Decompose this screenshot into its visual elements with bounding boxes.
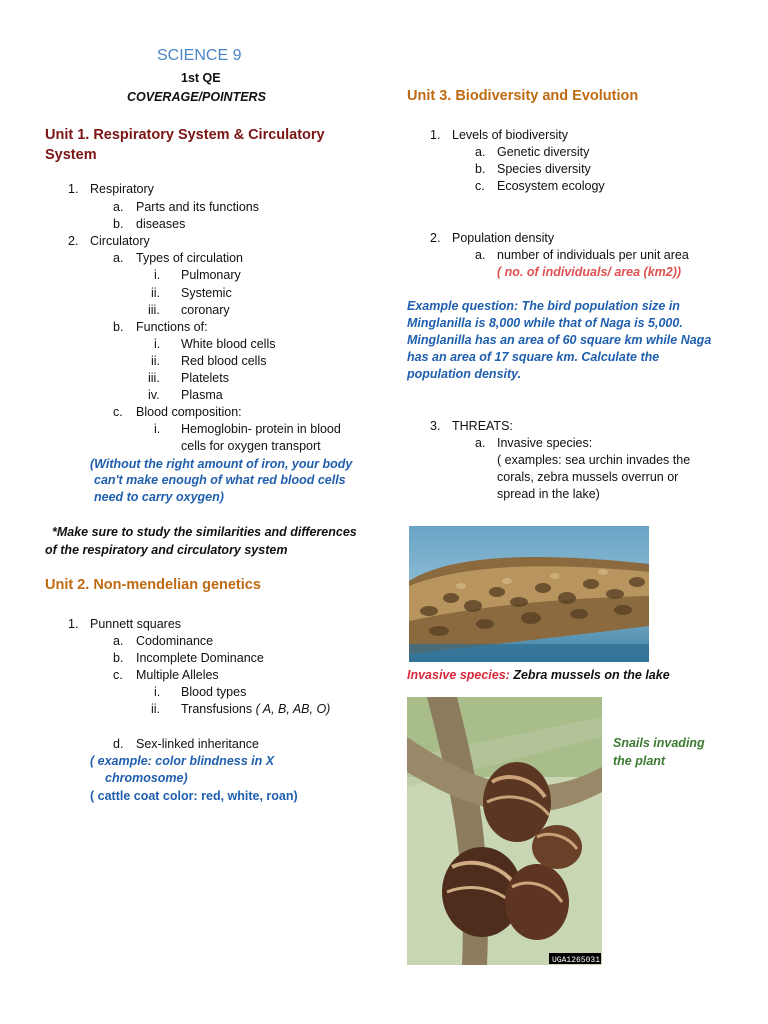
list-item-diseases: diseases [136, 217, 186, 231]
list-item-circulatory: Circulatory [90, 234, 150, 248]
document-title: SCIENCE 9 [157, 47, 242, 64]
list-item-sexlinked: Sex-linked inheritance [136, 737, 259, 751]
list-roman: iii. [148, 303, 160, 317]
list-item-individuals: number of individuals per unit area [497, 248, 689, 262]
list-letter: b. [475, 162, 486, 176]
list-letter: c. [475, 179, 485, 193]
list-item-popdensity: Population density [452, 231, 555, 245]
list-letter: b. [113, 320, 124, 334]
list-item-transfusions [181, 701, 330, 718]
list-item-pulmonary: Pulmonary [181, 268, 241, 282]
unit3-heading: Unit 3. Biodiversity and Evolution [407, 88, 639, 104]
caption-label: Invasive species: [407, 668, 510, 682]
example-question-line2: Minglanilla is 8,000 while that of Naga is 5,000. [407, 316, 683, 330]
list-item-wbc: White blood cells [181, 337, 276, 351]
list-item-species: Species diversity [497, 162, 591, 176]
coverage-label: COVERAGE/POINTERS [127, 90, 266, 104]
list-letter: a. [113, 200, 124, 214]
zebra-mussels-image [409, 526, 649, 662]
list-item-platelets: Platelets [181, 371, 229, 385]
list-letter: c. [113, 405, 123, 419]
list-item-types: Types of circulation [136, 251, 243, 265]
invasive-example-line3: spread in the lake) [497, 487, 600, 501]
list-item-codominance: Codominance [136, 634, 214, 648]
list-item-multiple: Multiple Alleles [136, 668, 219, 682]
list-roman: i. [154, 337, 161, 351]
density-formula: ( no. of individuals/ area (km2)) [497, 265, 682, 279]
list-letter: a. [475, 248, 486, 262]
example-question-line1: Example question: The bird population size in [407, 299, 680, 313]
list-item-hemoglobin-cont: cells for oxygen transport [181, 439, 321, 453]
list-letter: b. [113, 217, 124, 231]
list-roman: i. [154, 422, 161, 436]
example-question-line4: has an area of 17 square km. Calculate the [407, 350, 660, 364]
iron-note-line1: (Without the right amount of iron, your body [90, 457, 353, 471]
list-letter: c. [113, 668, 123, 682]
list-roman: ii. [151, 702, 161, 716]
transfusions-types: ( A, B, AB, O) [252, 702, 331, 716]
list-number: 1. [68, 182, 79, 196]
unit1-heading [45, 125, 325, 165]
transfusions-label: Transfusions [181, 702, 253, 716]
list-roman: iv. [148, 388, 160, 402]
list-item-genetic: Genetic diversity [497, 145, 590, 159]
list-number: 1. [430, 128, 441, 142]
list-item-ecosystem: Ecosystem ecology [497, 179, 605, 193]
snails-caption-line1: Snails invading [613, 736, 705, 750]
list-item-respiratory: Respiratory [90, 182, 154, 196]
list-item-composition: Blood composition: [136, 405, 242, 419]
snails-photo [407, 697, 602, 965]
sexlinked-example-line1: ( example: color blindness in X [90, 754, 275, 768]
list-number: 2. [430, 231, 441, 245]
list-number: 2. [68, 234, 79, 248]
list-item-parts: Parts and its functions [136, 200, 259, 214]
list-number: 3. [430, 419, 441, 433]
zebra-mussels-photo [409, 526, 649, 662]
iron-note-line2: can't make enough of what red blood cells [94, 473, 346, 487]
list-number: 1. [68, 617, 79, 631]
list-item-threats: THREATS: [452, 419, 513, 433]
example-question-line5: population density. [407, 367, 522, 381]
sexlinked-example-line2: chromosome) [105, 771, 188, 785]
list-roman: ii. [151, 354, 161, 368]
list-item-functions: Functions of: [136, 320, 208, 334]
snails-image [407, 697, 602, 965]
list-letter: a. [113, 251, 124, 265]
study-note-line1: *Make sure to study the similarities and differences [52, 525, 357, 539]
iron-note-line3: need to carry oxygen) [94, 490, 224, 504]
example-question-line3: Minglanilla has an area of 60 square km while Naga [407, 333, 712, 347]
list-item-plasma: Plasma [181, 388, 223, 402]
list-roman: iii. [148, 371, 160, 385]
list-roman: i. [154, 268, 161, 282]
list-item-punnett: Punnett squares [90, 617, 182, 631]
list-item-rbc: Red blood cells [181, 354, 267, 368]
list-item-hemoglobin: Hemoglobin- protein in blood [181, 422, 341, 436]
list-roman: ii. [151, 286, 161, 300]
cattle-example: ( cattle coat color: red, white, roan) [90, 789, 298, 803]
unit1-heading-line2: System [45, 147, 97, 163]
list-letter: a. [113, 634, 124, 648]
study-note-line2: of the respiratory and circulatory system [45, 543, 288, 557]
list-item-levels: Levels of biodiversity [452, 128, 569, 142]
list-letter: a. [475, 436, 486, 450]
list-item-invasive: Invasive species: [497, 436, 593, 450]
invasive-example-line2: corals, zebra mussels overrun or [497, 470, 679, 484]
zebra-mussels-caption [407, 667, 670, 684]
list-roman: i. [154, 685, 161, 699]
list-letter: d. [113, 737, 124, 751]
unit2-heading: Unit 2. Non-mendelian genetics [45, 577, 261, 593]
list-letter: b. [113, 651, 124, 665]
unit1-heading-line1: Unit 1. Respiratory System & Circulatory [45, 127, 325, 143]
list-item-systemic: Systemic [181, 286, 232, 300]
snails-caption-line2: the plant [613, 754, 666, 768]
photo-watermark: UGA1265031 [552, 956, 601, 965]
document-subtitle: 1st QE [181, 71, 221, 85]
list-item-blood-types: Blood types [181, 685, 247, 699]
list-item-coronary: coronary [181, 303, 230, 317]
invasive-example-line1: ( examples: sea urchin invades the [497, 453, 691, 467]
list-letter: a. [475, 145, 486, 159]
list-item-incomplete: Incomplete Dominance [136, 651, 264, 665]
caption-text: Zebra mussels on the lake [509, 668, 670, 682]
